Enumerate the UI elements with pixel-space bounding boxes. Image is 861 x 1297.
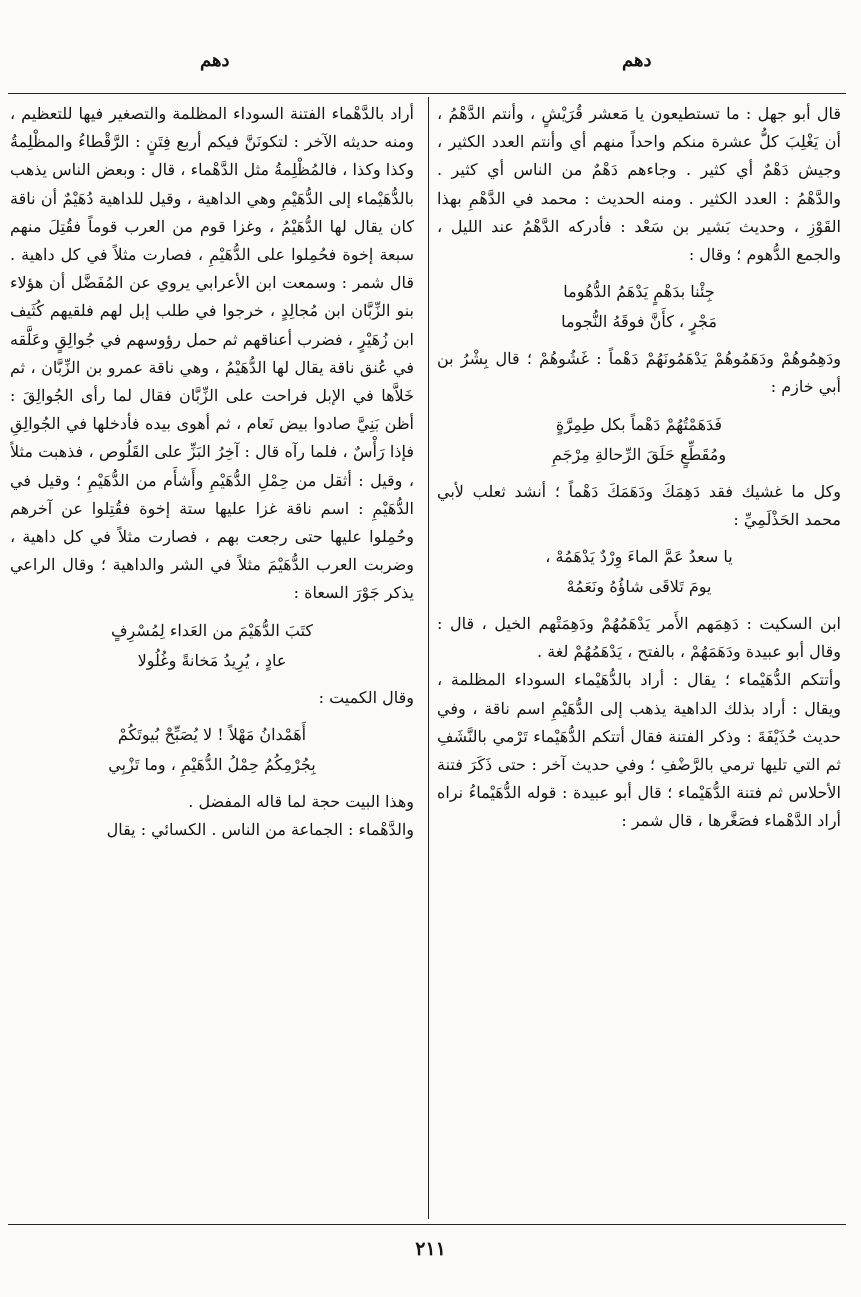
verse-line: يا سعدُ عَمَّ الماءَ وِرْدٌ يَدْهَمُهْ ، <box>545 547 733 567</box>
verse-line: أَهَمْدانُ مَهْلاً ! لا يُصَبِّحْ بُيوتَكُمْ <box>117 724 307 744</box>
verse-block <box>437 277 841 337</box>
column-divider <box>428 97 429 1219</box>
running-header-left: دهم <box>200 50 230 71</box>
verse-line: يومَ تَلاقَى شاؤُهُ ونَعَمُهْ <box>566 577 712 597</box>
page-number: ٢١١ <box>415 1238 446 1260</box>
verse-block <box>437 542 841 602</box>
header-rule <box>8 93 846 94</box>
paragraph: قال أبو جهل : ما تستطيعون يا مَعشر قُرَيْشٍ ، وأنتم الدَّهْمُ ، أن يَغْلِبَ كلُّ عشرة منكم واحداً منهم أي وأنتم العدد الكثير ، وجيش دَهْمٌ أي كثير . وجاءهم دَهْمٌ من الناس أي كثير . والدَّهْمُ : العدد الكثير . ومنه الحديث : محمد في الدَّهْمِ بهذا القَوْزِ ، وحديث بَشير بن سَعْد : فأدركه الدَّهْمُ عند الليل ، والجمع الدُّهوم ؛ وقال : <box>437 104 841 265</box>
verse-block <box>10 720 414 780</box>
verse-block <box>10 616 414 676</box>
verse-line: جِئْنا بدَهْمٍ يَدْهَمُ الدُّهُوما <box>563 282 715 302</box>
verse-block <box>437 410 841 470</box>
paragraph: ودَهِمُوهُمْ ودَهَمُوهُمْ يَدْهَمُونَهُمْ دَهْماً : غَشُوهُمْ ؛ قال بِشْرُ بن أبي خازم : <box>437 349 841 397</box>
paragraph: وكل ما غشيك فقد دَهِمَكَ ودَهَمَكَ دَهْماً ؛ أنشد ثعلب لأبي محمد الحَذْلَمِيِّ : <box>437 481 841 529</box>
verse-line: مَجْرٍ ، كأَنَّ فوقَهُ النُّجوما <box>561 312 717 332</box>
paragraph: وقال الكميت : <box>318 687 414 707</box>
verse-line: فَدَهَمْتُهُمْ دَهْماً بكل طِمِرَّةٍ <box>555 414 723 434</box>
paragraph: والدَّهْماء : الجماعة من الناس . الكسائي : يقال <box>106 820 414 840</box>
running-header-right: دهم <box>622 50 652 71</box>
paragraph: وهذا البيت حجة لما قاله المفضل . <box>188 791 414 811</box>
footer-rule <box>8 1224 846 1225</box>
verse-line: كتَبَ الدُّهَيْمَ من العَداء لِمُسْرِفٍ <box>110 620 314 640</box>
verse-line: ومُقَطِّعٍ حَلَقَ الرِّحالةِ مِرْجَمِ <box>551 444 727 464</box>
right-column <box>437 100 841 1218</box>
verse-line: عادٍ ، يُرِيدُ مَخانةً وغُلُولا <box>137 650 287 670</box>
verse-line: بِجُرْمِكُمُ حِمْلُ الدُّهَيْمِ ، وما تَزْبِي <box>108 754 316 774</box>
left-column <box>10 100 414 1218</box>
paragraph: ابن السكيت : دَهِمَهم الأَمر يَدْهَمُهُمْ ودَهِمَتْهم الخيل ، قال : وقال أبو عبيدة ودَهَمَهُمْ ، بالفتح ، يَدْهَمُهُمْ لغة . <box>437 614 841 662</box>
paragraph: وأتتكم الدُّهَيْماء ؛ يقال : أراد بالدُّهَيْماء السوداء المظلمة ، ويقال : أراد بذلك الداهية يذهب إلى الدُّهَيْمِ اسم ناقة ، وفي حديث حُذَيْفَةَ : وذكر الفتنة فقال أتتكم الدُّهَيْماء تَرْمي بالنَّشَفِ ثم التي تليها ترمي بالرَّضْفِ ؛ وفي حديث آخر : حتى ذَكَرَ فتنة الأحلاس ثم فتنة الدُّهَيْماء ؛ قال أبو عبيدة : قوله الدُّهَيْماءُ نراه أراد الدَّهْماء فصَغَّرها ، قال شمر : <box>437 670 841 831</box>
paragraph: أراد بالدَّهْماء الفتنة السوداء المظلمة والتصغير فيها للتعظيم ، ومنه حديثه الآخر : لتكونَنَّ فيكم أربع فِتَنٍ : الرَّقْطاءُ والمظْلِمةُ وكذا وكذا ، فالمُظْلِمةُ مثل الدَّهْماء ، قال : وبعض الناس يذهب بالدُّهَيْماء إلى الدُّهَيْمِ وهي الداهية ، وقيل للداهية دُهَيْمٌ أن ناقة كان يقال لها الدُّهَيْمُ ، وغزا قوم من العرب قوماً فقُتِلَ منهم سبعة إخوة فحُمِلوا على الدُّهَيْمِ ، فصارت مثلاً في كل داهية . قال شمر : وسمعت ابن الأعرابي يروي عن المُفَضَّل أن هؤلاء بنو الزِّبَّان ابن مُجالِدٍ ، خرجوا في طلب إبل لهم فلقيهم كُثَيف ابن زُهَيْرٍ ، فضرب أعناقهم ثم حمل رؤوسهم في جُوالِقٍ وعَلَّقه في عُنق ناقة يقال لها الدُّهَيْمُ ، وهي ناقة عمرو بن الزِّبَّان ، ثم خَلاَّها في الإبل فراحت على الزِّبَّان فقال لما رأى الجُوالِقَ : أظن بَنِيَّ صادوا بيض نَعام ، ثم أهوى بيده فأدخلها في الجُوالِقِ فإذا رَأْسٌ ، فلما رآه قال : آخِرُ البَزِّ على القَلُوص ، فذهبت مثلاً ، وقيل : أثقل من حِمْلِ الدُّهَيْمِ وأَشأَم من الدُّهَيْمِ ؛ وقيل في الدُّهَيْمِ : اسم ناقة غزا عليها ستة إخوة فقُتِلوا عن آخرهم وحُمِلوا عليها حتى رجعت بهم ، فصارت مثلاً في كل داهية ، وضربت العرب الدُّهَيْمَ مثلاً في الشر والداهية ؛ وقال الراعي يذكر جَوْرَ السعاة : <box>10 104 414 603</box>
